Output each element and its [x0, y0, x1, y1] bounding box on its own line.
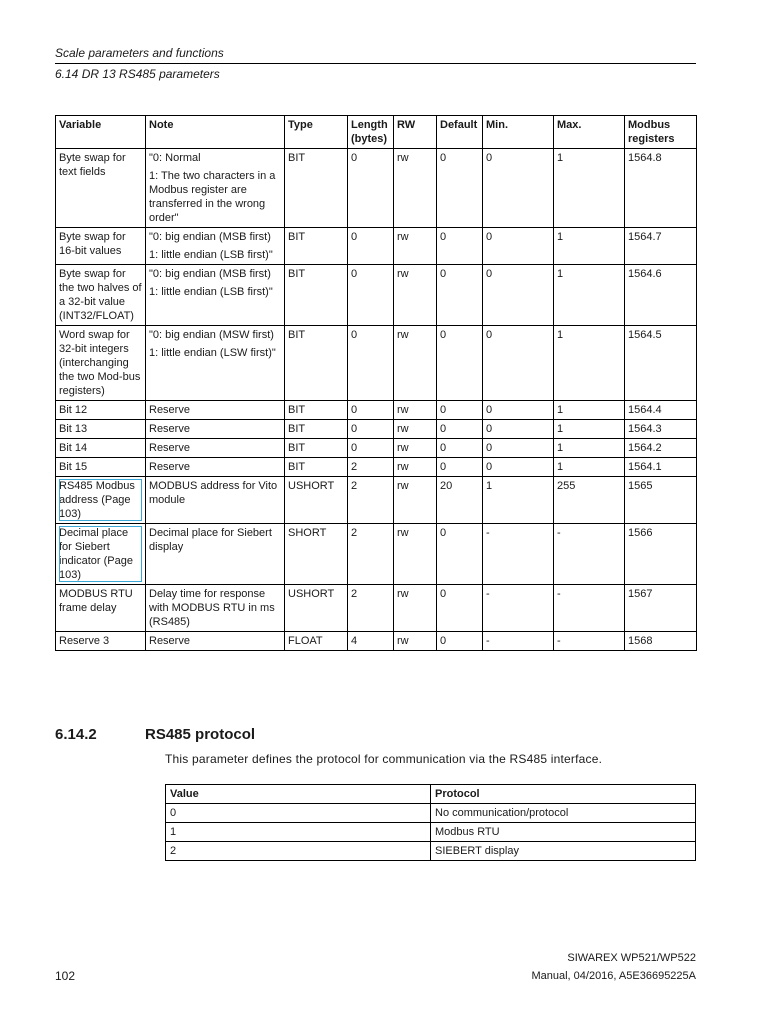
- cell-protocol: Modbus RTU: [431, 823, 696, 842]
- cell-rw: rw: [394, 326, 437, 401]
- cell-rw: rw: [394, 149, 437, 228]
- variable-text: MODBUS RTU frame delay: [59, 588, 133, 614]
- cell-default: 0: [437, 632, 483, 651]
- table-row: [56, 585, 697, 632]
- note-paragraph: 1: The two characters in a Modbus register are transferred in the wrong order": [149, 170, 276, 224]
- variable-text: Word swap for 32-bit integers (interchanging the two Mod-bus registers): [59, 329, 141, 397]
- note-paragraph: Reserve: [149, 635, 190, 647]
- cell-type: USHORT: [285, 477, 348, 524]
- cell-protocol: SIEBERT display: [431, 842, 696, 861]
- note-paragraph: Delay time for response with MODBUS RTU in ms (RS485): [149, 588, 275, 628]
- cell-modbus: 1564.8: [625, 149, 697, 228]
- cell-min: -: [483, 632, 554, 651]
- note-paragraph: Reserve: [149, 442, 190, 454]
- cell-max: 1: [554, 401, 625, 420]
- table-row: [56, 265, 697, 326]
- cell-min: -: [483, 524, 554, 585]
- column-header: Type: [285, 116, 348, 149]
- cell-rw: rw: [394, 477, 437, 524]
- cell-variable: [56, 458, 146, 477]
- cell-value: 0: [166, 804, 431, 823]
- note-paragraph: "0: big endian (MSB first): [149, 268, 271, 280]
- chapter-title: Scale parameters and functions: [55, 46, 224, 60]
- cell-note: [146, 524, 285, 585]
- table-row: [56, 632, 697, 651]
- column-header: Min.: [483, 116, 554, 149]
- cell-rw: rw: [394, 420, 437, 439]
- cell-length: 2: [348, 458, 394, 477]
- cell-min: 0: [483, 458, 554, 477]
- footer-manual: Manual, 04/2016, A5E36695225A: [531, 970, 696, 982]
- note-paragraph: Reserve: [149, 404, 190, 416]
- cell-length: 2: [348, 524, 394, 585]
- cell-length: 4: [348, 632, 394, 651]
- page-header: [55, 46, 696, 81]
- cell-modbus: 1566: [625, 524, 697, 585]
- table-row: [166, 823, 696, 842]
- table-header-row: [166, 785, 696, 804]
- cell-protocol: No communication/protocol: [431, 804, 696, 823]
- cell-note: [146, 439, 285, 458]
- cell-length: 0: [348, 420, 394, 439]
- cell-type: SHORT: [285, 524, 348, 585]
- cell-note: [146, 458, 285, 477]
- variable-text: Byte swap for the two halves of a 32-bit value (INT32/FLOAT): [59, 268, 142, 322]
- variable-text: Byte swap for text fields: [59, 152, 126, 178]
- variable-text: Reserve 3: [59, 635, 110, 647]
- cell-type: BIT: [285, 228, 348, 265]
- cell-note: [146, 228, 285, 265]
- cell-value: 1: [166, 823, 431, 842]
- cell-type: BIT: [285, 326, 348, 401]
- cell-default: 0: [437, 585, 483, 632]
- table-row: [56, 458, 697, 477]
- cell-max: -: [554, 585, 625, 632]
- page-number: 102: [55, 969, 76, 983]
- cell-max: 1: [554, 439, 625, 458]
- note-paragraph: 1: little endian (LSB first)": [149, 286, 273, 298]
- variable-text: Bit 13: [59, 423, 88, 435]
- cell-type: USHORT: [285, 585, 348, 632]
- column-header: Max.: [554, 116, 625, 149]
- cell-default: 0: [437, 458, 483, 477]
- table-body: [56, 149, 697, 651]
- cell-min: 0: [483, 420, 554, 439]
- cross-reference-link[interactable]: RS485 Modbus address (Page 103): [59, 479, 142, 521]
- cell-default: 0: [437, 149, 483, 228]
- cell-type: BIT: [285, 439, 348, 458]
- cell-min: -: [483, 585, 554, 632]
- section-intro: This parameter defines the protocol for communication via the RS485 interface.: [165, 752, 603, 766]
- cell-length: 0: [348, 228, 394, 265]
- variable-text: Bit 14: [59, 442, 88, 454]
- note-paragraph: Reserve: [149, 423, 190, 435]
- cell-max: 1: [554, 458, 625, 477]
- cell-min: 0: [483, 149, 554, 228]
- cell-variable: [56, 265, 146, 326]
- column-header: Default: [437, 116, 483, 149]
- cell-type: BIT: [285, 420, 348, 439]
- cell-default: 0: [437, 401, 483, 420]
- cell-modbus: 1564.1: [625, 458, 697, 477]
- cell-rw: rw: [394, 228, 437, 265]
- cell-rw: rw: [394, 632, 437, 651]
- cell-max: 1: [554, 149, 625, 228]
- protocol-table: [165, 784, 696, 861]
- table-row: [56, 149, 697, 228]
- cell-modbus: 1564.2: [625, 439, 697, 458]
- cell-min: 0: [483, 326, 554, 401]
- section-number: 6.14.2: [55, 726, 97, 743]
- cell-max: -: [554, 524, 625, 585]
- cell-variable: [56, 401, 146, 420]
- cell-variable: [56, 524, 146, 585]
- cell-length: 2: [348, 585, 394, 632]
- cell-default: 0: [437, 420, 483, 439]
- cell-rw: rw: [394, 439, 437, 458]
- cell-modbus: 1564.5: [625, 326, 697, 401]
- cell-default: 20: [437, 477, 483, 524]
- cell-variable: [56, 420, 146, 439]
- cell-modbus: 1564.3: [625, 420, 697, 439]
- cell-rw: rw: [394, 401, 437, 420]
- cell-length: 0: [348, 265, 394, 326]
- note-paragraph: Decimal place for Siebert display: [149, 527, 272, 553]
- cell-rw: rw: [394, 265, 437, 326]
- table-row: [56, 326, 697, 401]
- cell-type: BIT: [285, 401, 348, 420]
- cell-rw: rw: [394, 458, 437, 477]
- table-row: [56, 477, 697, 524]
- cell-type: FLOAT: [285, 632, 348, 651]
- cell-length: 2: [348, 477, 394, 524]
- cell-min: 0: [483, 228, 554, 265]
- cell-length: 0: [348, 401, 394, 420]
- cell-min: 0: [483, 439, 554, 458]
- cell-note: [146, 632, 285, 651]
- cell-note: [146, 265, 285, 326]
- section-heading: [55, 726, 255, 743]
- cell-type: BIT: [285, 458, 348, 477]
- cell-type: BIT: [285, 149, 348, 228]
- section-heading-title: RS485 protocol: [145, 726, 256, 743]
- cell-note: [146, 401, 285, 420]
- table-header-row: [56, 116, 697, 149]
- footer-product: SIWAREX WP521/WP522: [567, 952, 696, 964]
- cell-max: 1: [554, 228, 625, 265]
- cell-length: 0: [348, 326, 394, 401]
- cell-default: 0: [437, 439, 483, 458]
- note-paragraph: "0: big endian (MSB first): [149, 231, 271, 243]
- table-row: [56, 228, 697, 265]
- cell-length: 0: [348, 439, 394, 458]
- table-row: [166, 804, 696, 823]
- variable-text: Bit 12: [59, 404, 88, 416]
- cell-default: 0: [437, 326, 483, 401]
- cell-variable: [56, 477, 146, 524]
- cell-modbus: 1567: [625, 585, 697, 632]
- cell-value: 2: [166, 842, 431, 861]
- cell-modbus: 1564.7: [625, 228, 697, 265]
- cell-variable: [56, 228, 146, 265]
- variable-text: Byte swap for 16-bit values: [59, 231, 126, 257]
- cell-variable: [56, 585, 146, 632]
- cell-modbus: 1564.4: [625, 401, 697, 420]
- rs485-parameters-table: [55, 115, 697, 651]
- column-header: Protocol: [431, 785, 696, 804]
- cell-variable: [56, 632, 146, 651]
- cell-max: 1: [554, 265, 625, 326]
- note-paragraph: 1: little endian (LSB first)": [149, 249, 273, 261]
- cell-variable: [56, 326, 146, 401]
- column-header: Variable: [56, 116, 146, 149]
- cell-variable: [56, 149, 146, 228]
- header-rule: [55, 63, 696, 64]
- cell-min: 0: [483, 265, 554, 326]
- cell-min: 1: [483, 477, 554, 524]
- cell-note: [146, 477, 285, 524]
- note-paragraph: "0: big endian (MSW first): [149, 329, 274, 341]
- column-header: Note: [146, 116, 285, 149]
- column-header: Length (bytes): [348, 116, 394, 149]
- table-row: [56, 401, 697, 420]
- table-row: [56, 524, 697, 585]
- cell-max: 1: [554, 420, 625, 439]
- note-paragraph: MODBUS address for Vito module: [149, 480, 278, 506]
- cell-max: 1: [554, 326, 625, 401]
- table-row: [56, 439, 697, 458]
- cell-min: 0: [483, 401, 554, 420]
- table-body: [166, 804, 696, 861]
- cell-length: 0: [348, 149, 394, 228]
- cell-variable: [56, 439, 146, 458]
- column-header: Modbus registers: [625, 116, 697, 149]
- note-paragraph: 1: little endian (LSW first)": [149, 347, 276, 359]
- cell-note: [146, 326, 285, 401]
- cell-modbus: 1565: [625, 477, 697, 524]
- cell-default: 0: [437, 265, 483, 326]
- column-header: RW: [394, 116, 437, 149]
- variable-text: Bit 15: [59, 461, 88, 473]
- cell-type: BIT: [285, 265, 348, 326]
- cell-rw: rw: [394, 524, 437, 585]
- note-paragraph: Reserve: [149, 461, 190, 473]
- table-row: [166, 842, 696, 861]
- table-row: [56, 420, 697, 439]
- cell-default: 0: [437, 228, 483, 265]
- column-header: Value: [166, 785, 431, 804]
- cross-reference-link[interactable]: Decimal place for Siebert indicator (Page 103): [59, 526, 142, 582]
- cell-max: 255: [554, 477, 625, 524]
- cell-note: [146, 585, 285, 632]
- cell-max: -: [554, 632, 625, 651]
- cell-rw: rw: [394, 585, 437, 632]
- note-paragraph: "0: Normal: [149, 152, 201, 164]
- cell-note: [146, 149, 285, 228]
- section-title: 6.14 DR 13 RS485 parameters: [55, 67, 220, 81]
- cell-note: [146, 420, 285, 439]
- cell-default: 0: [437, 524, 483, 585]
- cell-modbus: 1568: [625, 632, 697, 651]
- cell-modbus: 1564.6: [625, 265, 697, 326]
